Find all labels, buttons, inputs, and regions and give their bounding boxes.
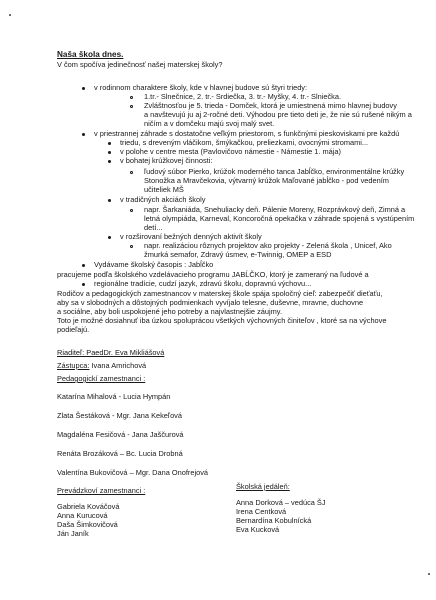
text-line: regionálne tradície, cudzí jazyk, zdravú školu, dopravnú výchovu... — [94, 279, 312, 288]
bullet-icon — [108, 236, 111, 239]
text-line: Zvláštnosťou je 5. trieda - Domček, ktorá je umiestnená mimo hlavnej budovy — [144, 101, 397, 110]
text-line: pracujeme podľa školského vzdelávacieho programu JABĹČKO, ktorý je zameraný na ľudové a — [57, 270, 369, 279]
operational-staff-name: Anna Kurucová — [57, 511, 108, 520]
text-line: v polohe v centre mesta (Pavlovičovo námestie - Námestie 1. mája) — [120, 147, 341, 156]
bullet-icon — [82, 87, 85, 90]
text-line: ničím a v domčeku majú svoj malý svet. — [144, 119, 275, 128]
staff-pair: Renáta Brozáková – Bc. Lucia Drobná — [57, 449, 183, 458]
text-line: aby sa v slobodných a dôstojných podmienkach vyvíjalo telesne, duševne, mravne, duchovne — [57, 298, 364, 307]
document-title: Naša škola dnes. — [57, 50, 124, 59]
text-line: letná olympiáda, Karneval, Koncoročná opekačka v záhrade spojená s vystúpením — [144, 214, 415, 223]
operational-staff-name: Gabriela Kováčová — [57, 502, 120, 511]
text-line: napr. Šarkaniáda, Snehuliacky deň. Pálenie Moreny, Rozprávkový deň, Zimná a — [144, 205, 406, 214]
text-line: ľudový súbor Pierko, krúžok moderného tanca Jabĺčko, environmentálne krúžky — [144, 167, 405, 176]
bullet-icon — [108, 199, 111, 202]
canteen-staff-name: Anna Dorková – vedúca ŠJ — [236, 498, 326, 507]
circle-bullet-icon — [130, 96, 133, 99]
operational-staff-name: Ján Janík — [57, 529, 89, 538]
canteen-staff-name: Bernardína Kobulnícká — [236, 516, 312, 525]
bullet-icon — [82, 264, 85, 267]
text-line: v rodinnom charaktere školy, kde v hlavnej budove sú štyri triedy: — [94, 83, 308, 92]
circle-bullet-icon — [130, 245, 133, 248]
text-line: učiteliek MŠ — [144, 185, 184, 194]
text-line: a navštevujú ju aj 2-ročné deti. Výhodou pre tieto deti je, že nie sú rušené nikým a — [144, 110, 412, 119]
staff-pair: Valentína Bukovičová – Mgr. Dana Onofrejová — [57, 468, 209, 477]
text-line: napr. realizáciou rôznych projektov ako projekty - Zelená škola , Unicef, Ako — [144, 241, 392, 250]
intro-question: V čom spočíva jedinečnosť našej materskej školy? — [57, 60, 223, 69]
text-line: 1.tr.- Slnečnice, 2. tr.- Srdiečka, 3. tr.- Myšky, 4. tr.- Slniečka. — [144, 92, 342, 101]
text-line: triedu, s dreveným vláčikom, šmýkačkou, preliezkami, ovocnými stromami... — [120, 138, 369, 147]
scan-speck — [428, 573, 430, 575]
circle-bullet-icon — [130, 105, 133, 108]
bullet-icon — [82, 133, 85, 136]
scan-speck — [9, 14, 11, 16]
staff-pair: Zlata Šestáková - Mgr. Jana Kekeľová — [57, 411, 182, 420]
canteen-staff-name: Eva Kucková — [236, 525, 280, 534]
text-line: Rodičov a pedagogických zamestnancov v materskej škole spája spoločný cieľ: zabezpečiť dieťaťu, — [57, 289, 383, 298]
operational-staff-header: Prevádzkoví zamestnanci : — [57, 486, 146, 495]
text-line: a sociálne, aby boli uspokojené jeho potreby a najvlastnejšie záujmy. — [57, 307, 283, 316]
circle-bullet-icon — [130, 209, 133, 212]
bullet-icon — [108, 142, 111, 145]
text-line: Toto je možné dosiahnuť iba úzkou spoluprácou všetkých výchovných činiteľov , ktoré sa na výchove — [57, 316, 387, 325]
pedagogical-staff-header: Pedagogickí zamestnanci : — [57, 374, 146, 383]
text-line: detí... — [144, 223, 163, 232]
director-line: Riaditeľ: PaedDr. Eva Mikliášová — [57, 348, 165, 357]
text-line: Vydávame školský časopis : Jabĺčko — [94, 260, 214, 269]
text-line: Stonožka a Mravčekovia, výtvarný krúžok Maľované jabĺčko - pod vedením — [144, 176, 389, 185]
text-line: podieľajú. — [57, 325, 90, 334]
text-line: žmurká semafor, Zdravý úsmev, e-Twinnig, OMEP a ESD — [144, 250, 332, 259]
staff-pair: Magdaléna Fesičová - Jana Jaščurová — [57, 430, 184, 439]
text-line: v bohatej krúžkovej činnosti: — [120, 156, 213, 165]
circle-bullet-icon — [130, 171, 133, 174]
text-line: v rozširovaní bežných denných aktivít školy — [120, 232, 262, 241]
bullet-icon — [82, 283, 85, 286]
bullet-icon — [108, 160, 111, 163]
deputy-line: Zástupca: Ivana Amrichová — [57, 361, 147, 370]
operational-staff-name: Daša Šimkovičová — [57, 520, 118, 529]
bullet-icon — [108, 151, 111, 154]
staff-pair: Katarína Mihalová - Lucia Hympán — [57, 392, 171, 401]
text-line: v tradičných akciách školy — [120, 195, 206, 204]
text-line: v priestrannej záhrade s dostatočne veľkým priestorom, s funkčnými pieskoviskami pre každú — [94, 129, 400, 138]
canteen-header: Školská jedáleň: — [236, 482, 290, 491]
canteen-staff-name: Irena Centková — [236, 507, 287, 516]
